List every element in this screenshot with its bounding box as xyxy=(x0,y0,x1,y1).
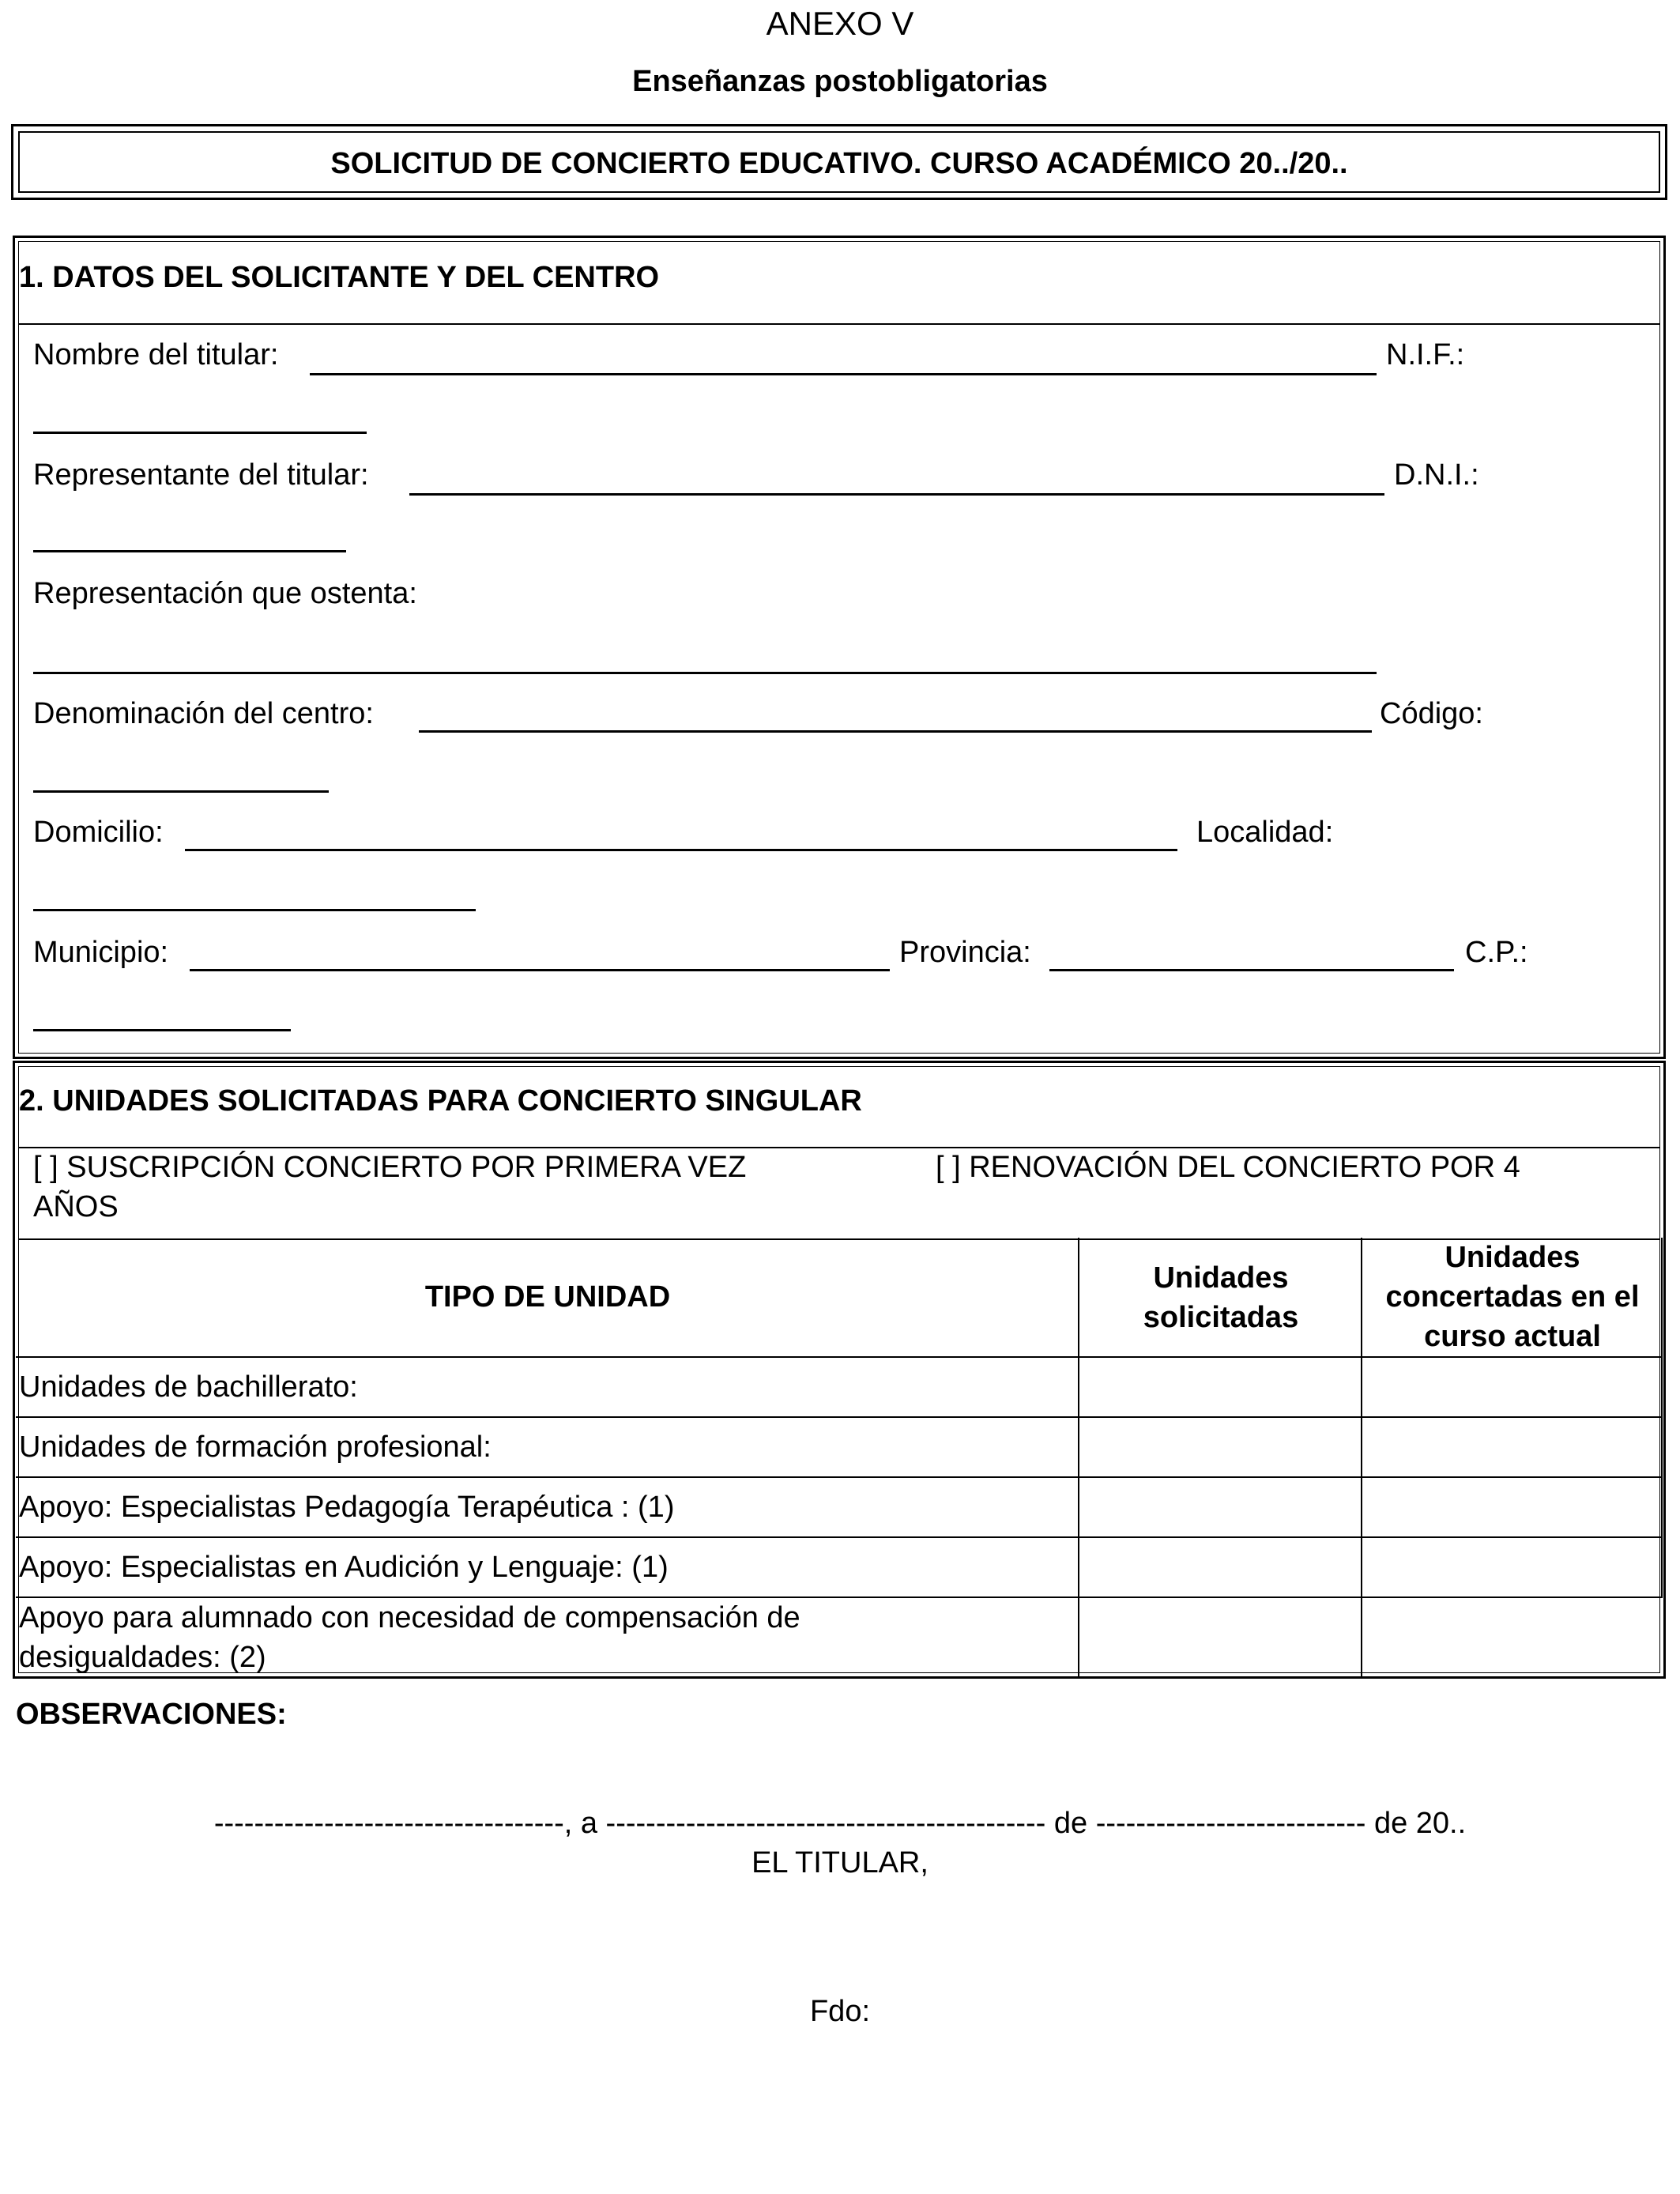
localidad-field[interactable] xyxy=(33,909,476,911)
subtitle: Enseñanzas postobligatorias xyxy=(632,65,1048,98)
domicilio-label: Domicilio: xyxy=(33,816,164,849)
titular-field[interactable] xyxy=(310,373,1377,375)
representacion-label: Representación que ostenta: xyxy=(33,577,417,610)
dni-label: D.N.I.: xyxy=(1394,458,1479,492)
col-type-header: TIPO DE UNIDAD xyxy=(424,1280,671,1314)
request-title: SOLICITUD DE CONCIERTO EDUCATIVO. CURSO ACADÉMICO 20../20.. xyxy=(18,131,1660,193)
dni-field[interactable] xyxy=(33,550,346,552)
requested-cell[interactable] xyxy=(1079,1358,1362,1418)
section2-heading: 2. UNIDADES SOLICITADAS PARA CONCIERTO SINGULAR xyxy=(19,1084,862,1118)
nif-label: N.I.F.: xyxy=(1386,338,1465,371)
representacion-field[interactable] xyxy=(33,672,1377,674)
cp-field[interactable] xyxy=(33,1029,291,1031)
renewal-checkbox[interactable]: [ ] RENOVACIÓN DEL CONCIERTO POR 4 xyxy=(936,1151,1520,1184)
current-cell[interactable] xyxy=(1362,1418,1663,1478)
request-title-box xyxy=(11,124,1667,200)
codigo-label: Código: xyxy=(1380,697,1483,730)
section1-heading: 1. DATOS DEL SOLICITANTE Y DEL CENTRO xyxy=(19,261,660,294)
requested-cell[interactable] xyxy=(1079,1418,1362,1478)
codigo-field[interactable] xyxy=(33,790,329,793)
domicilio-field[interactable] xyxy=(185,849,1177,851)
signature-label[interactable]: Fdo: xyxy=(809,1995,871,2028)
date-line[interactable]: -----------------------------------, a -------------------------------------------- de --------------------------- de 20.. xyxy=(213,1807,1467,1840)
col-current-header: Unidades concertadas en el curso actual xyxy=(1385,1241,1640,1353)
renewal-checkbox-cont: AÑOS xyxy=(33,1190,119,1223)
row-label-fp: Unidades de formación profesional: xyxy=(19,1431,492,1464)
municipio-field[interactable] xyxy=(190,969,890,971)
current-cell[interactable] xyxy=(1362,1358,1663,1418)
provincia-label: Provincia: xyxy=(899,936,1031,969)
cp-label: C.P.: xyxy=(1465,936,1528,969)
current-cell[interactable] xyxy=(1362,1478,1663,1538)
row-label-bachillerato: Unidades de bachillerato: xyxy=(19,1370,358,1404)
observations-heading: OBSERVACIONES: xyxy=(16,1698,287,1731)
row-label-compensacion-cont: desigualdades: (2) xyxy=(19,1641,266,1674)
nif-field[interactable] xyxy=(33,432,367,434)
denominacion-field[interactable] xyxy=(419,730,1372,733)
annex-title: ANEXO V xyxy=(766,5,914,42)
current-cell[interactable] xyxy=(1362,1598,1663,1677)
representante-field[interactable] xyxy=(409,493,1384,496)
signer-label: EL TITULAR, xyxy=(751,1846,929,1879)
section-divider xyxy=(18,323,1660,325)
col-requested-header: Unidades solicitadas xyxy=(1143,1261,1299,1334)
representante-label: Representante del titular: xyxy=(33,458,369,492)
first-time-checkbox[interactable]: [ ] SUSCRIPCIÓN CONCIERTO POR PRIMERA VEZ xyxy=(33,1151,747,1184)
section-divider xyxy=(18,1147,1660,1148)
requested-cell[interactable] xyxy=(1079,1478,1362,1538)
row-label-compensacion: Apoyo para alumnado con necesidad de compensación de xyxy=(19,1601,800,1634)
denominacion-label: Denominación del centro: xyxy=(33,697,374,730)
provincia-field[interactable] xyxy=(1049,969,1454,971)
requested-cell[interactable] xyxy=(1079,1538,1362,1598)
current-cell[interactable] xyxy=(1362,1538,1663,1598)
localidad-label: Localidad: xyxy=(1196,816,1334,849)
municipio-label: Municipio: xyxy=(33,936,169,969)
row-label-al: Apoyo: Especialistas en Audición y Lenguaje: (1) xyxy=(19,1551,669,1584)
requested-cell[interactable] xyxy=(1079,1598,1362,1677)
titular-label: Nombre del titular: xyxy=(33,338,279,371)
row-label-pt: Apoyo: Especialistas Pedagogía Terapéutica : (1) xyxy=(19,1491,675,1524)
